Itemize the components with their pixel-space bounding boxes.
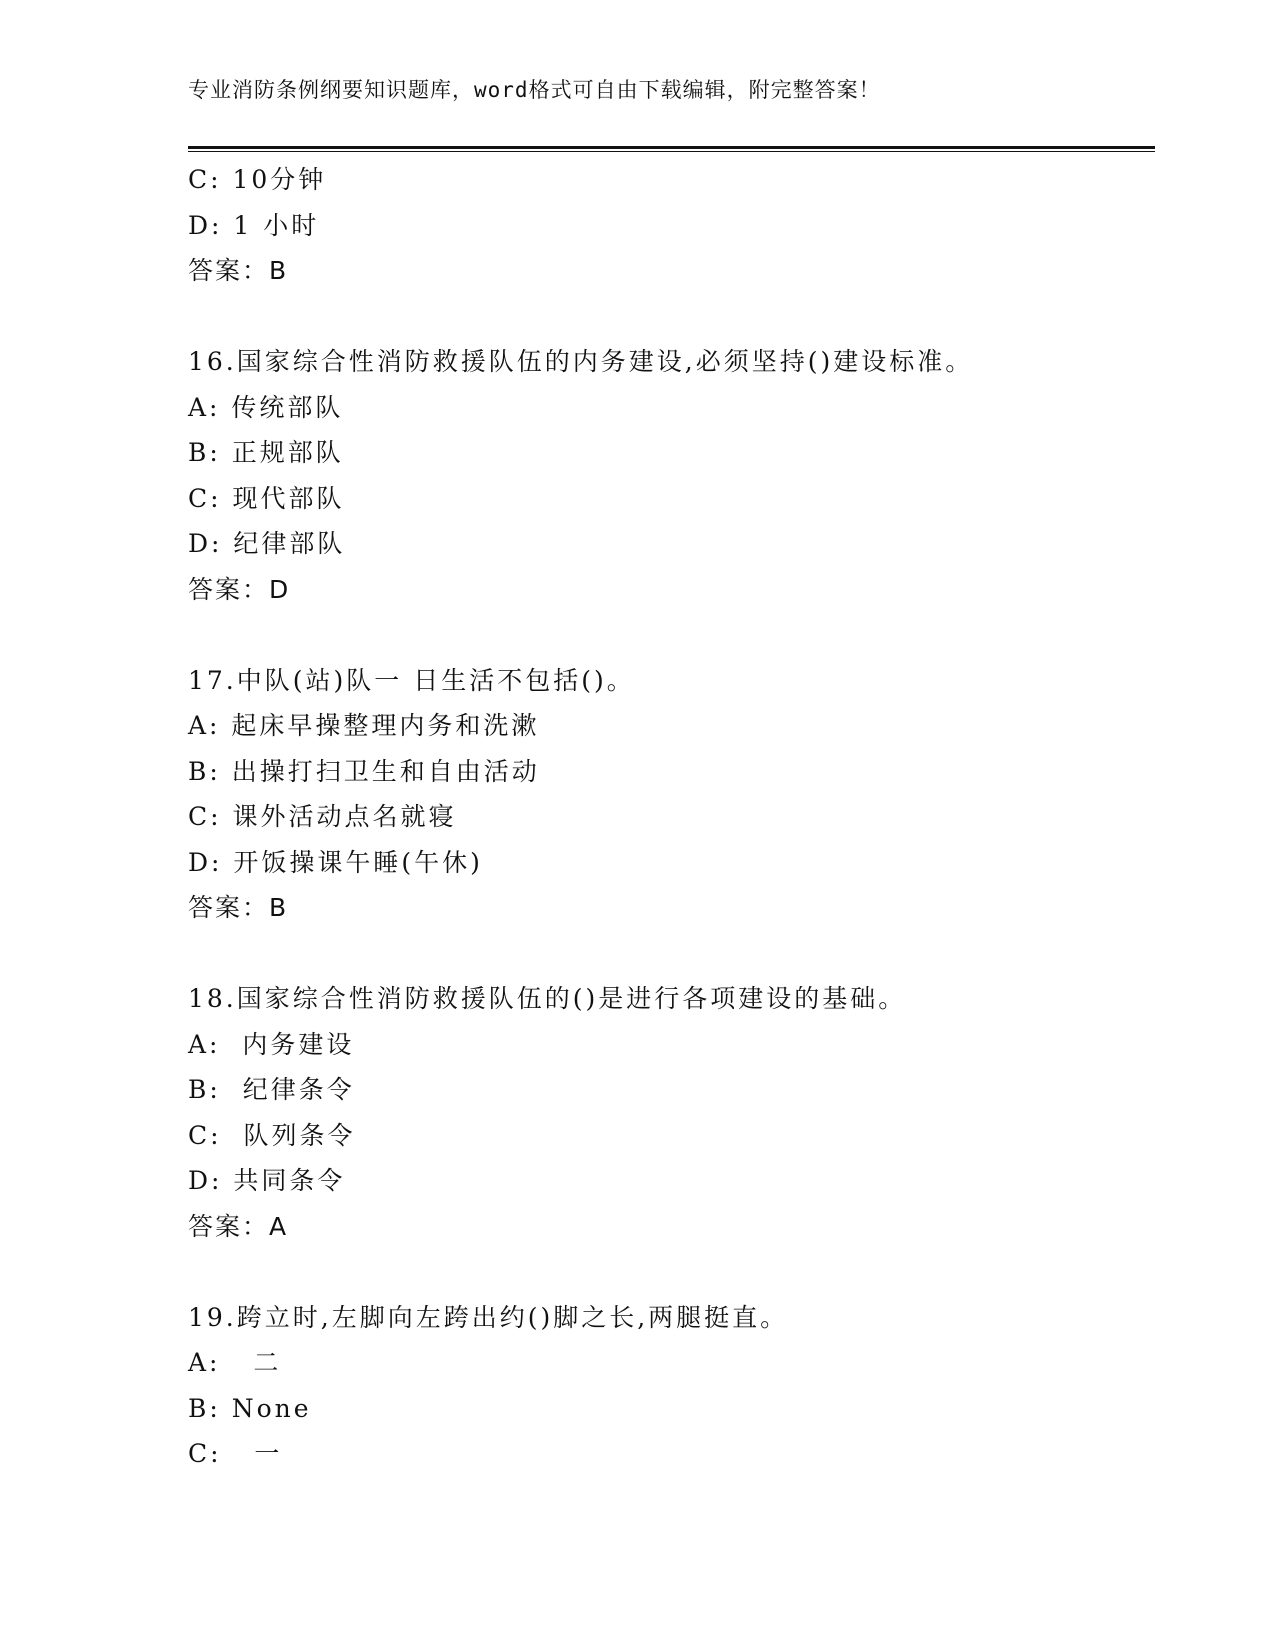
option-a: A: 内务建设 xyxy=(188,1029,355,1059)
answer-line: 答案：B xyxy=(188,256,289,285)
answer-line: 答案：D xyxy=(188,574,291,604)
question-text: 16.国家综合性消防救援队伍的内务建设,必须坚持()建设标准。 xyxy=(188,347,974,376)
option-b: B: 纪律条令 xyxy=(188,1075,355,1104)
option-c: C: 课外活动点名就寝 xyxy=(188,802,457,831)
option-d: D: 共同条令 xyxy=(188,1166,346,1195)
question-19 xyxy=(188,1295,1148,1477)
option-a: A: 传统部队 xyxy=(188,392,344,422)
spacer xyxy=(188,1249,1148,1295)
question-17 xyxy=(188,658,1148,931)
spacer xyxy=(188,931,1148,977)
page-header: 专业消防条例纲要知识题库，word格式可自由下载编辑，附完整答案！ xyxy=(188,78,881,102)
answer-line: 答案：A xyxy=(188,1211,289,1241)
question-16 xyxy=(188,339,1148,612)
option-d: D: 开饭操课午睡(午休) xyxy=(188,847,483,877)
spacer xyxy=(188,612,1148,658)
question-18 xyxy=(188,976,1148,1249)
option-b: B: 出操打扫卫生和自由活动 xyxy=(188,756,540,786)
option-c: C: 队列条令 xyxy=(188,1120,356,1150)
option-c: C: 10分钟 xyxy=(188,165,327,194)
option-d: D: 纪律部队 xyxy=(188,529,346,558)
option-c: C: 一 xyxy=(188,1439,283,1468)
option-b: B: 正规部队 xyxy=(188,438,344,467)
answer-line: 答案：B xyxy=(188,893,289,922)
option-d: D: 1 小时 xyxy=(188,210,320,240)
option-a: A: 起床早操整理内务和洗漱 xyxy=(188,711,540,740)
question-text: 17.中队(站)队一 日生活不包括()。 xyxy=(188,665,635,695)
question-text: 19.跨立时,左脚向左跨出约()脚之长,两腿挺直。 xyxy=(188,1302,789,1332)
question-15 xyxy=(188,157,1148,294)
header-rule-thin xyxy=(188,151,1155,152)
question-text: 18.国家综合性消防救援队伍的()是进行各项建设的基础。 xyxy=(188,984,907,1013)
question-list xyxy=(188,157,1148,1477)
spacer xyxy=(188,294,1148,340)
option-c: C: 现代部队 xyxy=(188,483,345,513)
option-b: B: None xyxy=(188,1393,312,1423)
option-a: A: 二 xyxy=(188,1348,282,1377)
header-rule-thick xyxy=(188,146,1155,149)
